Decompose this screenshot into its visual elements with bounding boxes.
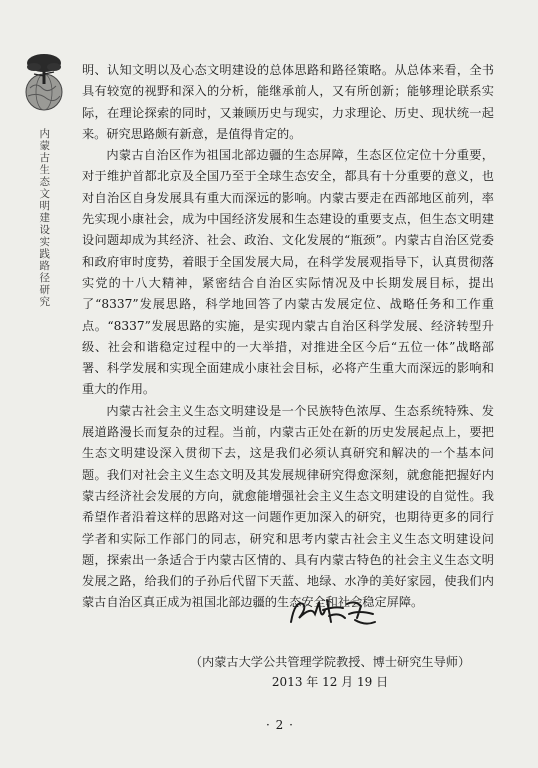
author-affiliation: （内蒙古大学公共管理学院教授、博士研究生导师）: [189, 655, 471, 669]
page-number: · 2 ·: [266, 718, 294, 732]
preface-date: 2013 年 12 月 19 日: [271, 675, 389, 689]
body-text: [82, 60, 494, 614]
paragraph: 明、认知文明以及心态文明建设的总体思路和路径策略。从总体来看，全书具有较宽的视野和深入的分析，能继承前人，又有所创新；能够理论联系实际，在理论探索的同时，又兼顾历史与现实，力求理论、历史、现状统一起来。研究思路颇有新意，是值得肯定的。: [82, 63, 494, 141]
paragraph: 内蒙古自治区作为祖国北部边疆的生态屏障，生态区位定位十分重要，对于维护首都北京及全国乃至于全球生态安全，都具有十分重要的意义，也对自治区自身发展具有重大而深远的影响。内蒙古要走在西部地区前列，率先实现小康社会，成为中国经济发展和生态建设的重要支点，但生态文明建设问题却成为其经济、社会、政治、文化发展的“瓶颈”。内蒙古自治区党委和政府审时度势，着眼于全国发展大局，在科学发展观指导下，认真贯彻落实党的十八大精神，紧密结合自治区实际情况及中长期发展目标，提出了“8337”发展思路，科学地回答了内蒙古发展定位、战略任务和工作重点。“8337”发展思路的实施，是实现内蒙古自治区科学发展、经济转型升级、社会和谐稳定过程中的一大举措，对推进全区今后“五位一体”战略部署、科学发展和实现全面建成小康社会目标，必将产生重大而深远的影响和重大的作用。: [82, 148, 494, 397]
side-margin: [18, 52, 70, 308]
handwritten-signature: [285, 592, 380, 632]
paragraph: 内蒙古社会主义生态文明建设是一个民族特色浓厚、生态系统特殊、发展道路漫长而复杂的过程。当前，内蒙古正处在新的历史发展起点上，要把生态文明建设深入贯彻下去，这是我们必须认真研究和解决的一个基本问题。我们对社会主义生态文明及其发展规律研究得愈深刻，就愈能把握好内蒙古经济社会发展的方向，就愈能增强社会主义生态文明建设的自觉性。我希望作者沿着这样的思路对这一问题作更加深入的研究，也期待更多的同行学者和实际工作部门的同志，研究和思考内蒙古社会主义生态文明建设问题，探索出一条适合于内蒙古区情的、具有内蒙古特色的社会主义生态文明发展之路，给我们的子孙后代留下天蓝、地绿、水净的美好家园，使我们内蒙古自治区真正成为祖国北部边疆的生态安全和社会稳定屏障。: [82, 403, 494, 610]
tree-globe-emblem-icon: [22, 52, 66, 114]
running-book-title: 内蒙古生态文明建设实践路径研究: [38, 128, 51, 308]
